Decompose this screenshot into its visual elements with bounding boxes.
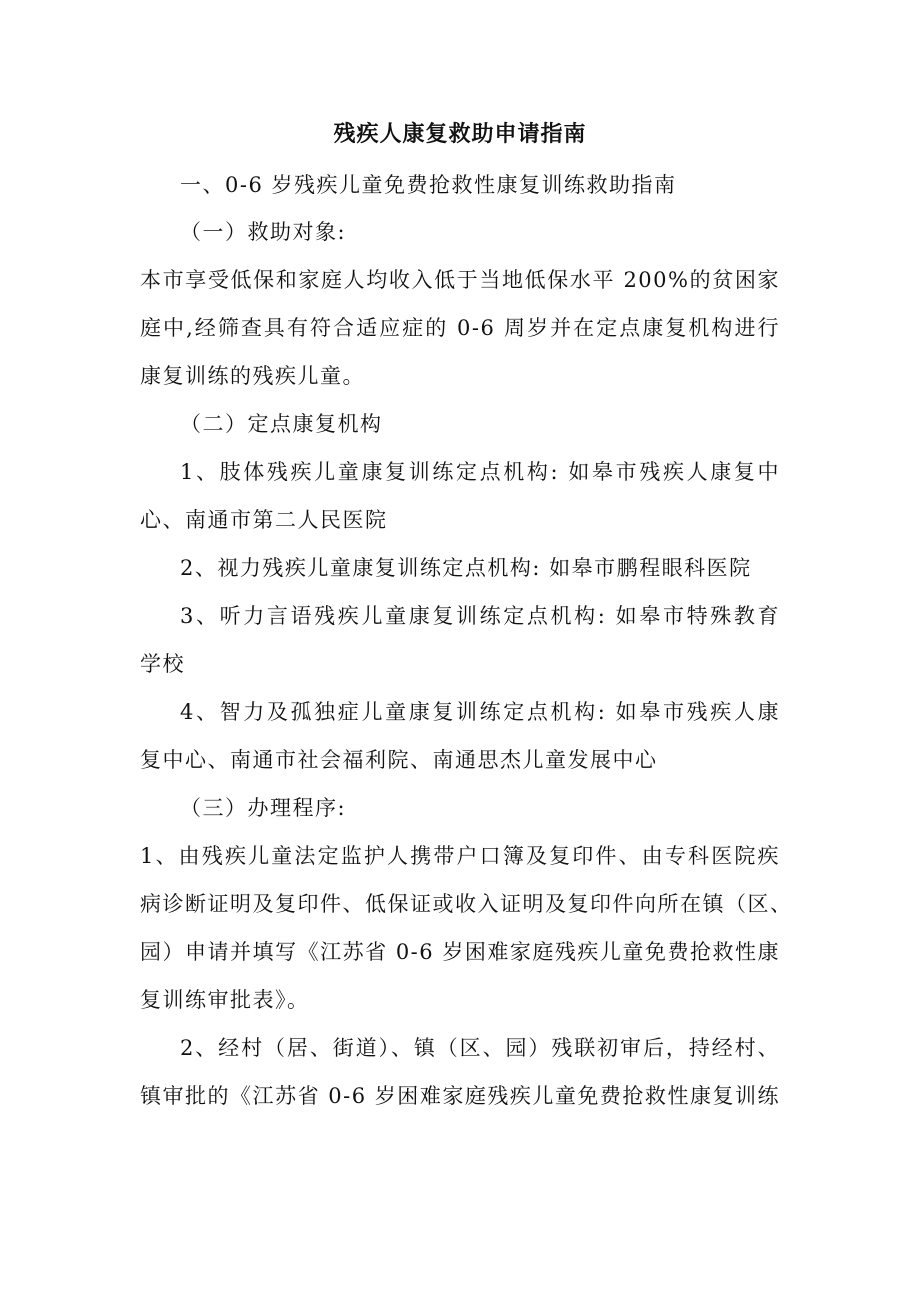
paragraph-line: 2、视力残疾儿童康复训练定点机构: 如皋市鹏程眼科医院 [180,556,752,580]
subsection-heading: （三）办理程序: [180,796,347,820]
paragraph-line: 心、南通市第二人民医院 [140,508,388,532]
paragraph-line: 园）申请并填写《江苏省 0-6 岁困难家庭残疾儿童免费抢救性康 [140,940,780,964]
paragraph-line: 复训练审批表》。 [140,988,310,1012]
paragraph-line: 复中心、南通市社会福利院、南通思杰儿童发展中心 [140,748,658,772]
paragraph-line: 1、肢体残疾儿童康复训练定点机构: 如皋市残疾人康复中 [180,460,780,484]
subsection-heading: （一）救助对象: [180,220,347,244]
paragraph-line: 庭中,经筛查具有符合适应症的 0-6 周岁并在定点康复机构进行 [140,316,780,340]
paragraph-line: 1、由残疾儿童法定监护人携带户口簿及复印件、由专科医院疾 [140,844,780,868]
paragraph-line: 2、经村（居、街道）、镇（区、园）残联初审后，持经村、 [180,1036,780,1060]
document-title: 残疾人康复救助申请指南 [333,122,587,147]
paragraph-line: 本市享受低保和家庭人均收入低于当地低保水平 200%的贫困家 [140,268,780,292]
paragraph-line: 3、听力言语残疾儿童康复训练定点机构: 如皋市特殊教育 [180,604,780,628]
paragraph-line: 镇审批的《江苏省 0-6 岁困难家庭残疾儿童免费抢救性康复训练 [140,1084,780,1108]
subsection-heading: （二）定点康复机构 [180,412,383,436]
paragraph-line: 康复训练的残疾儿童。 [140,364,365,388]
section-heading: 一、0-6 岁残疾儿童免费抢救性康复训练救助指南 [180,173,677,197]
paragraph-line: 4、智力及孤独症儿童康复训练定点机构: 如皋市残疾人康 [180,700,780,724]
paragraph-line: 病诊断证明及复印件、低保证或收入证明及复印件向所在镇（区、 [140,892,793,916]
paragraph-line: 学校 [140,652,185,676]
